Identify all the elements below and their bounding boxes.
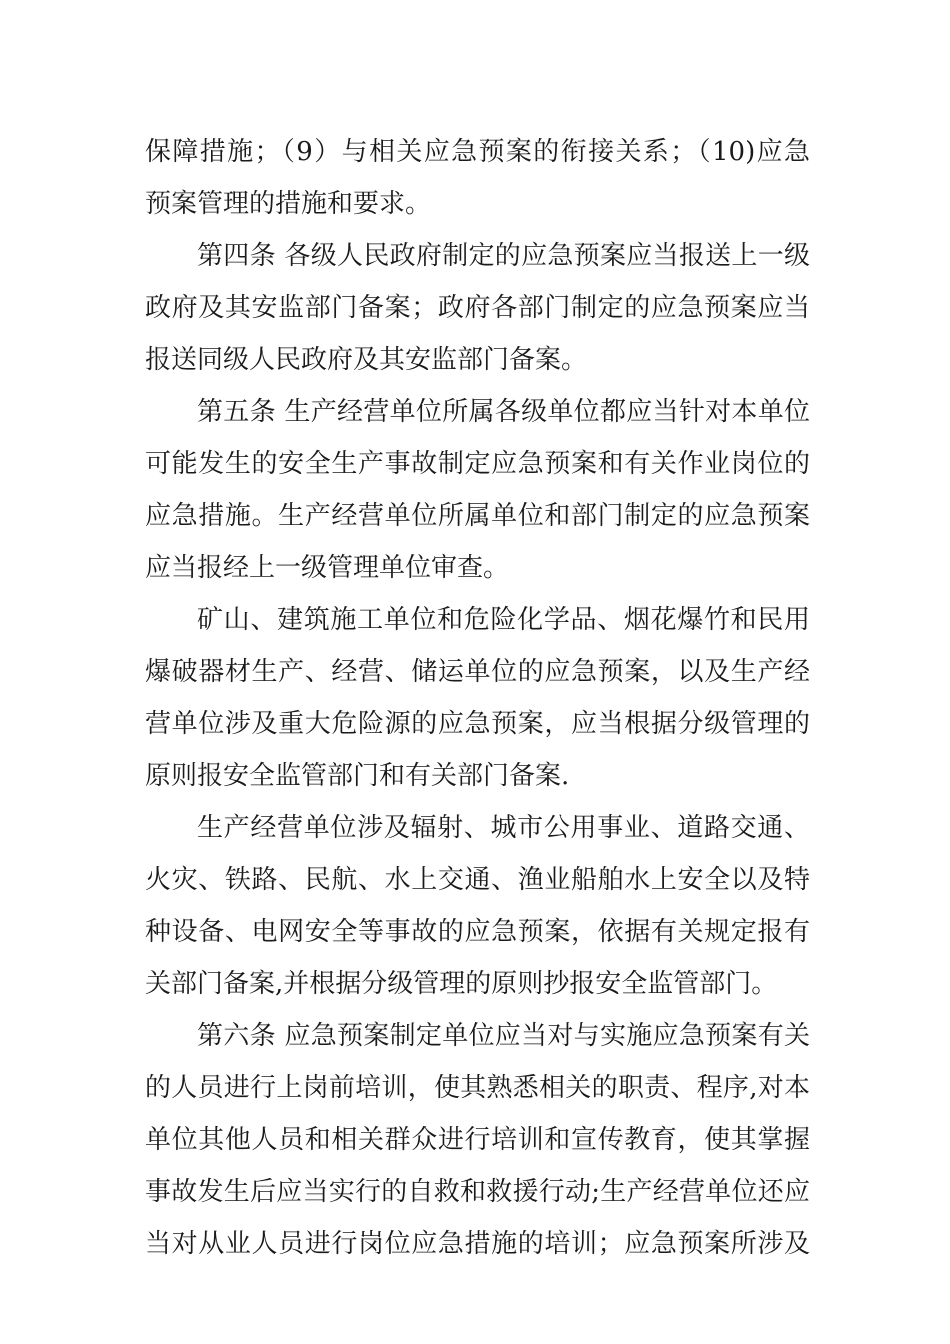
article-6-line: 事故发生后应当实行的自救和救援行动;生产经营单位还应 — [145, 1177, 810, 1207]
article-6-line: 第六条 应急预案制定单位应当对与实施应急预案有关 — [197, 1021, 810, 1051]
paragraph-line: 矿山、建筑施工单位和危险化学品、烟花爆竹和民用 — [197, 605, 810, 635]
article-5-line: 第五条 生产经营单位所属各级单位都应当针对本单位 — [197, 397, 810, 427]
article-5-line: 可能发生的安全生产事故制定应急预案和有关作业岗位的 — [145, 449, 810, 479]
article-6-line: 的人员进行上岗前培训，使其熟悉相关的职责、程序,对本 — [145, 1073, 810, 1103]
paragraph-line: 原则报安全监管部门和有关部门备案. — [145, 761, 570, 791]
paragraph-line: 爆破器材生产、经营、储运单位的应急预案，以及生产经 — [145, 657, 810, 687]
article-4-line: 第四条 各级人民政府制定的应急预案应当报送上一级 — [197, 241, 810, 271]
article-6-line: 当对从业人员进行岗位应急措施的培训；应急预案所涉及 — [145, 1229, 810, 1259]
article-4-line: 报送同级人民政府及其安监部门备案。 — [145, 345, 588, 375]
paragraph-line: 火灾、铁路、民航、水上交通、渔业船舶水上安全以及特 — [145, 865, 810, 895]
paragraph-line: 保障措施；（9）与相关应急预案的衔接关系；（10)应急 — [145, 137, 810, 167]
article-5-line: 应急措施。生产经营单位所属单位和部门制定的应急预案 — [145, 501, 810, 531]
article-4-line: 政府及其安监部门备案；政府各部门制定的应急预案应当 — [145, 293, 810, 323]
document-body — [145, 126, 810, 1270]
article-6-line: 单位其他人员和相关群众进行培训和宣传教育，使其掌握 — [145, 1125, 810, 1155]
paragraph-line: 预案管理的措施和要求。 — [145, 189, 432, 219]
paragraph-line: 关部门备案,并根据分级管理的原则抄报安全监管部门。 — [145, 969, 778, 999]
paragraph-line: 种设备、电网安全等事故的应急预案，依据有关规定报有 — [145, 917, 810, 947]
paragraph-line: 生产经营单位涉及辐射、城市公用事业、道路交通、 — [197, 813, 810, 843]
article-5-line: 应当报经上一级管理单位审查。 — [145, 553, 510, 583]
paragraph-line: 营单位涉及重大危险源的应急预案，应当根据分级管理的 — [145, 709, 810, 739]
